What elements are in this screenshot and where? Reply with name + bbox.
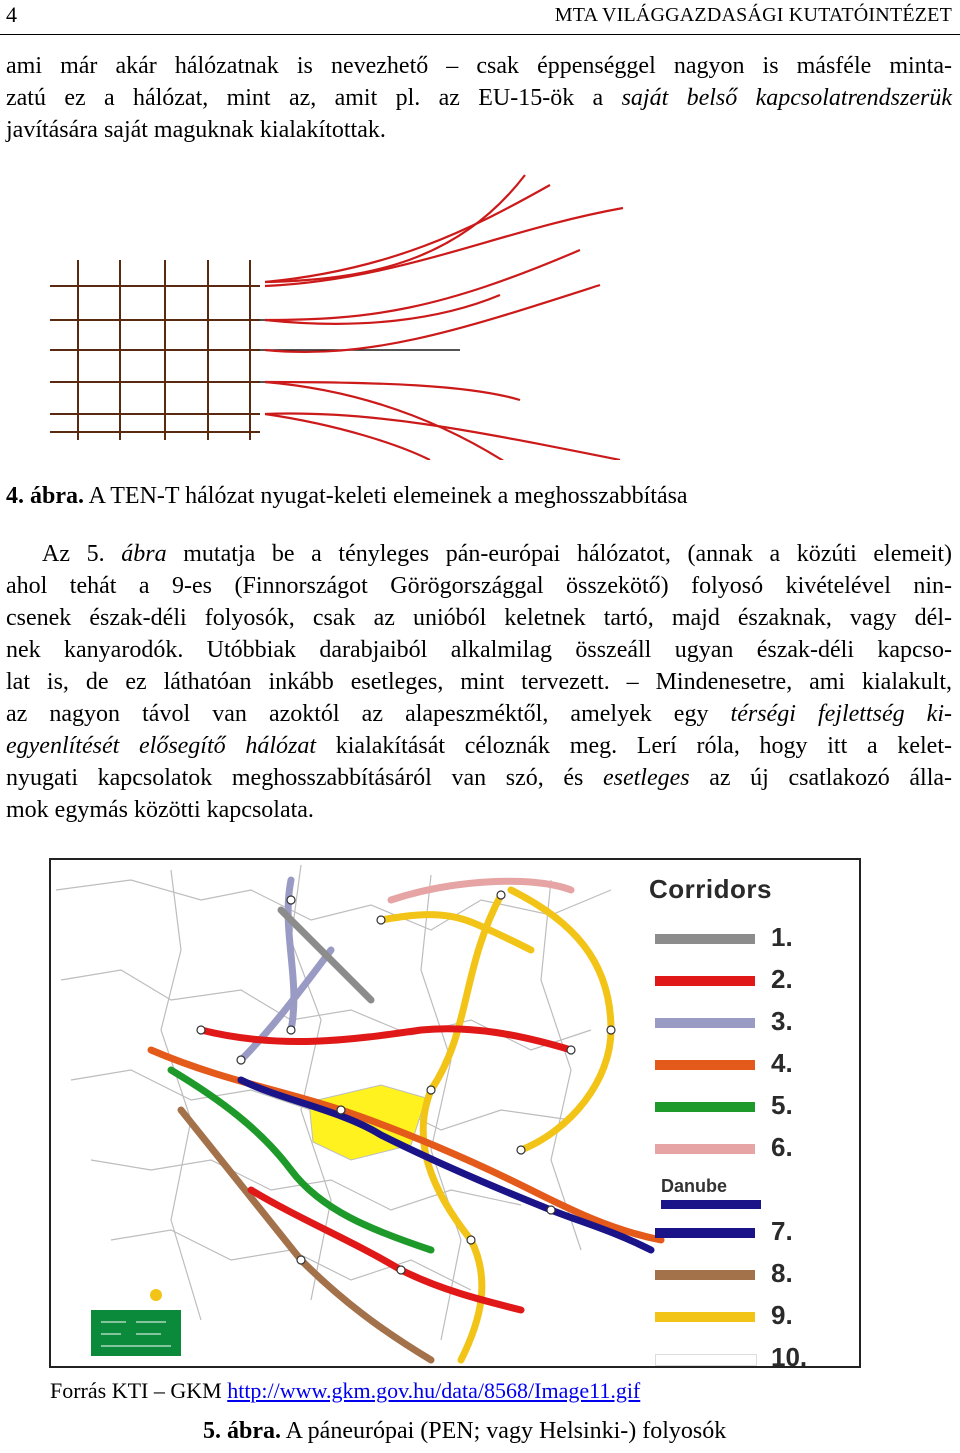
text-run: zatú ez a hálózat, mint az, amit pl. az EU-15-ök a (6, 85, 622, 111)
page-header (0, 0, 960, 35)
legend-item (641, 1300, 841, 1342)
figure-caption-text: A TEN-T hálózat nyugat-keleti elemeinek a meghosszabbítása (84, 483, 688, 509)
text-line: ahol tehát a 9-es (Finnországot Görögországgal összekötő) folyosó kivételével nin- (6, 573, 952, 599)
legend-label: 8. (771, 1258, 793, 1288)
text-run: kialakítását céloznák meg. Lerí róla, hogy itt a kelet- (316, 733, 952, 759)
legend-label: 3. (771, 1006, 793, 1036)
source-prefix: Forrás KTI – GKM (50, 1378, 228, 1403)
legend-label: 9. (771, 1300, 793, 1330)
legend-label: Danube (661, 1176, 728, 1196)
text-run: Az 5. (42, 541, 122, 567)
paragraph-intro (6, 50, 952, 146)
map-inset-box (91, 1310, 181, 1356)
island-marker (150, 1289, 162, 1301)
text-run: az új csatlakozó álla- (689, 765, 953, 791)
text-line: csenek észak-déli folyosók, csak az unióból keletnek tartó, majd északnak, vagy dél- (6, 605, 952, 631)
text-line: javítására saját maguknak kialakítottak. (6, 117, 386, 143)
figure-label: 4. ábra. (6, 483, 84, 509)
map-legend (641, 874, 841, 1368)
legend-label: 5. (771, 1090, 793, 1120)
legend-swatch (655, 1354, 757, 1366)
text-line: ami már akár hálózatnak is nevezhető – csak éppenséggel nagyon is másféle minta- (6, 53, 952, 79)
legend-title: Corridors (649, 874, 772, 904)
italic-run: ábra (121, 541, 167, 567)
legend-swatch (655, 1060, 755, 1070)
legend-item (641, 1342, 841, 1368)
text-line (6, 538, 952, 570)
legend-label: 1. (771, 922, 793, 952)
figure-4-ten-t-diagram (40, 170, 640, 460)
figure-caption-text: A páneurópai (PEN; vagy Helsinki-) folyosók (281, 1418, 727, 1444)
legend-label: 6. (771, 1132, 793, 1162)
figure-source (50, 1378, 640, 1404)
text-line: mok egymás közötti kapcsolata. (6, 797, 314, 823)
legend-label: 10. (771, 1342, 808, 1368)
text-line: lat is, de ez láthatóan inkább esetleges, mint tervezett. – Mindenesetre, ami kialakult, (6, 669, 952, 695)
text-run: az nagyon távol van azoktól az alapeszméktől, amelyek egy (6, 701, 731, 727)
legend-swatch (655, 1228, 755, 1238)
legend-swatch (655, 1018, 755, 1028)
text-line (6, 82, 952, 114)
figure-4-caption (6, 483, 688, 510)
legend-item (641, 1132, 841, 1174)
text-line (6, 762, 952, 794)
legend-swatch (655, 1270, 755, 1280)
legend-swatch (661, 1200, 761, 1209)
italic-run: esetleges (602, 765, 690, 791)
legend-item (641, 1216, 841, 1258)
legend-swatch (655, 1144, 755, 1154)
italic-run: térségi fejlettség ki- (730, 701, 952, 727)
page-number: 4 (6, 2, 17, 27)
legend-label: 2. (771, 964, 793, 994)
italic-run: saját belső kapcsolatrendszerük (621, 85, 952, 111)
text-line (6, 698, 952, 730)
running-header-institute: MTA VILÁGGAZDASÁGI KUTATÓINTÉZET (554, 4, 952, 26)
legend-label: 7. (771, 1216, 793, 1246)
figure-5-caption (203, 1418, 726, 1445)
legend-swatch (655, 976, 755, 986)
legend-swatch (655, 1312, 755, 1322)
paragraph-analysis (6, 538, 952, 826)
text-line: nek kanyarodók. Utóbbiak darabjaiból alkalmilag összeáll ugyan észak-déli kapcso- (6, 637, 952, 663)
legend-item (641, 1258, 841, 1300)
legend-item (641, 922, 841, 964)
legend-item (641, 1174, 841, 1216)
legend-item (641, 964, 841, 1006)
legend-swatch (655, 1102, 755, 1112)
legend-item (641, 1048, 841, 1090)
text-line (6, 730, 952, 762)
legend-item (641, 1006, 841, 1048)
legend-item (641, 1090, 841, 1132)
eastward-extensions (265, 175, 623, 460)
ten-t-grid (50, 260, 260, 440)
text-run: mutatja be a tényleges pán-európai hálózatot, (annak a közúti elemeit) (166, 541, 953, 567)
legend-label: 4. (771, 1048, 793, 1078)
source-link[interactable]: http://www.gkm.gov.hu/data/8568/Image11.gif (227, 1378, 641, 1403)
legend-swatch (655, 934, 755, 944)
figure-label: 5. ábra. (203, 1418, 281, 1444)
figure-5-corridor-map (49, 858, 861, 1368)
italic-run: egyenlítését elősegítő hálózat (6, 733, 317, 759)
text-run: nyugati kapcsolatok meghosszabbításáról van szó, és (6, 765, 603, 791)
